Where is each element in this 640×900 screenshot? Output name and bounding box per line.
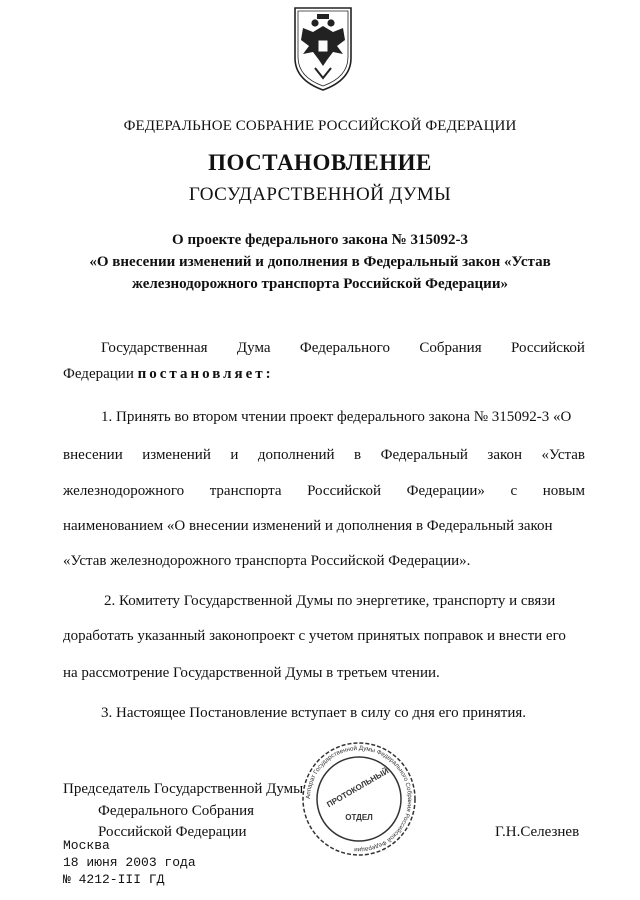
stamp-inner-bottom: ОТДЕЛ (345, 813, 373, 822)
item1-line-3 (63, 483, 585, 500)
item1-word: закон (487, 447, 523, 463)
item2-line-2: доработать указанный законопроект с учетом принятых поправок и внести его (63, 628, 566, 644)
item1-word: с (510, 483, 518, 499)
signatory-title-line-1: Председатель Государственной Думы (63, 781, 304, 797)
item1-word: железнодорожного (63, 483, 185, 499)
item1-line-5: «Устав железнодорожного транспорта Российской Федерации». (63, 553, 471, 569)
item1-word: в (354, 447, 362, 463)
item1-line-2 (63, 447, 585, 464)
state-emblem-icon (291, 6, 355, 92)
signatory-name: Г.Н.Селезнев (495, 824, 580, 840)
item1-word: внесении (63, 447, 123, 463)
svg-text:Аппарат Государственной Думы Ф (305, 745, 413, 853)
document-type-title: ПОСТАНОВЛЕНИЕ (208, 150, 432, 175)
item1-word: «Устав (541, 447, 585, 463)
preamble-word: Дума (236, 340, 271, 356)
footer-date: 18 июня 2003 года (63, 855, 196, 870)
item1-word: изменений (142, 447, 211, 463)
stamp-outer-text: Аппарат Государственной Думы Федерального Собрания Российской Федерации (304, 744, 414, 854)
item1-line-1: 1. Принять во втором чтении проект федерального закона № 315092-3 «О (101, 409, 572, 425)
preamble-word: Собрания (419, 340, 482, 356)
subject-line-2: «О внесении изменений и дополнения в Федеральный закон «Устав (89, 254, 551, 270)
subject-line-3: железнодорожного транспорта Российской Федерации» (132, 276, 508, 292)
item3-line-1: 3. Настоящее Постановление вступает в силу со дня его принятия. (101, 705, 527, 721)
preamble-prefix: Федерации (63, 366, 134, 382)
item1-line-4: наименованием «О внесении изменений и дополнения в Федеральный закон (63, 518, 553, 534)
official-stamp (300, 740, 418, 858)
signatory-title-line-3: Российской Федерации (98, 824, 247, 840)
item1-word: новым (542, 483, 585, 499)
stamp-inner-top: ПРОТОКОЛЬНЫЙ (325, 766, 391, 810)
footer-city: Москва (63, 838, 110, 853)
preamble-line-2 (63, 366, 274, 383)
issuer-title: ГОСУДАРСТВЕННОЙ ДУМЫ (188, 184, 452, 205)
item1-word: Российской (307, 483, 382, 499)
preamble-word: Федерального (299, 340, 390, 356)
item1-word: Федерации» (406, 483, 485, 499)
preamble-line-1 (101, 340, 585, 357)
footer-number: № 4212-III ГД (63, 872, 165, 887)
item1-word: и (230, 447, 239, 463)
signatory-title-line-2: Федерального Собрания (98, 803, 255, 819)
item1-word: дополнений (257, 447, 335, 463)
organization-heading: ФЕДЕРАЛЬНОЕ СОБРАНИЕ РОССИЙСКОЙ ФЕДЕРАЦИИ (123, 118, 517, 134)
item1-word: транспорта (209, 483, 282, 499)
item2-line-1: 2. Комитету Государственной Думы по энергетике, транспорту и связи (104, 593, 556, 609)
preamble-action: постановляет: (137, 366, 274, 382)
preamble-word: Государственная (101, 340, 208, 356)
item1-word: Федеральный (380, 447, 468, 463)
subject-line-1: О проекте федерального закона № 315092-3 (172, 232, 468, 248)
preamble-word: Российской (511, 340, 585, 356)
item2-line-3: на рассмотрение Государственной Думы в третьем чтении. (63, 665, 440, 681)
